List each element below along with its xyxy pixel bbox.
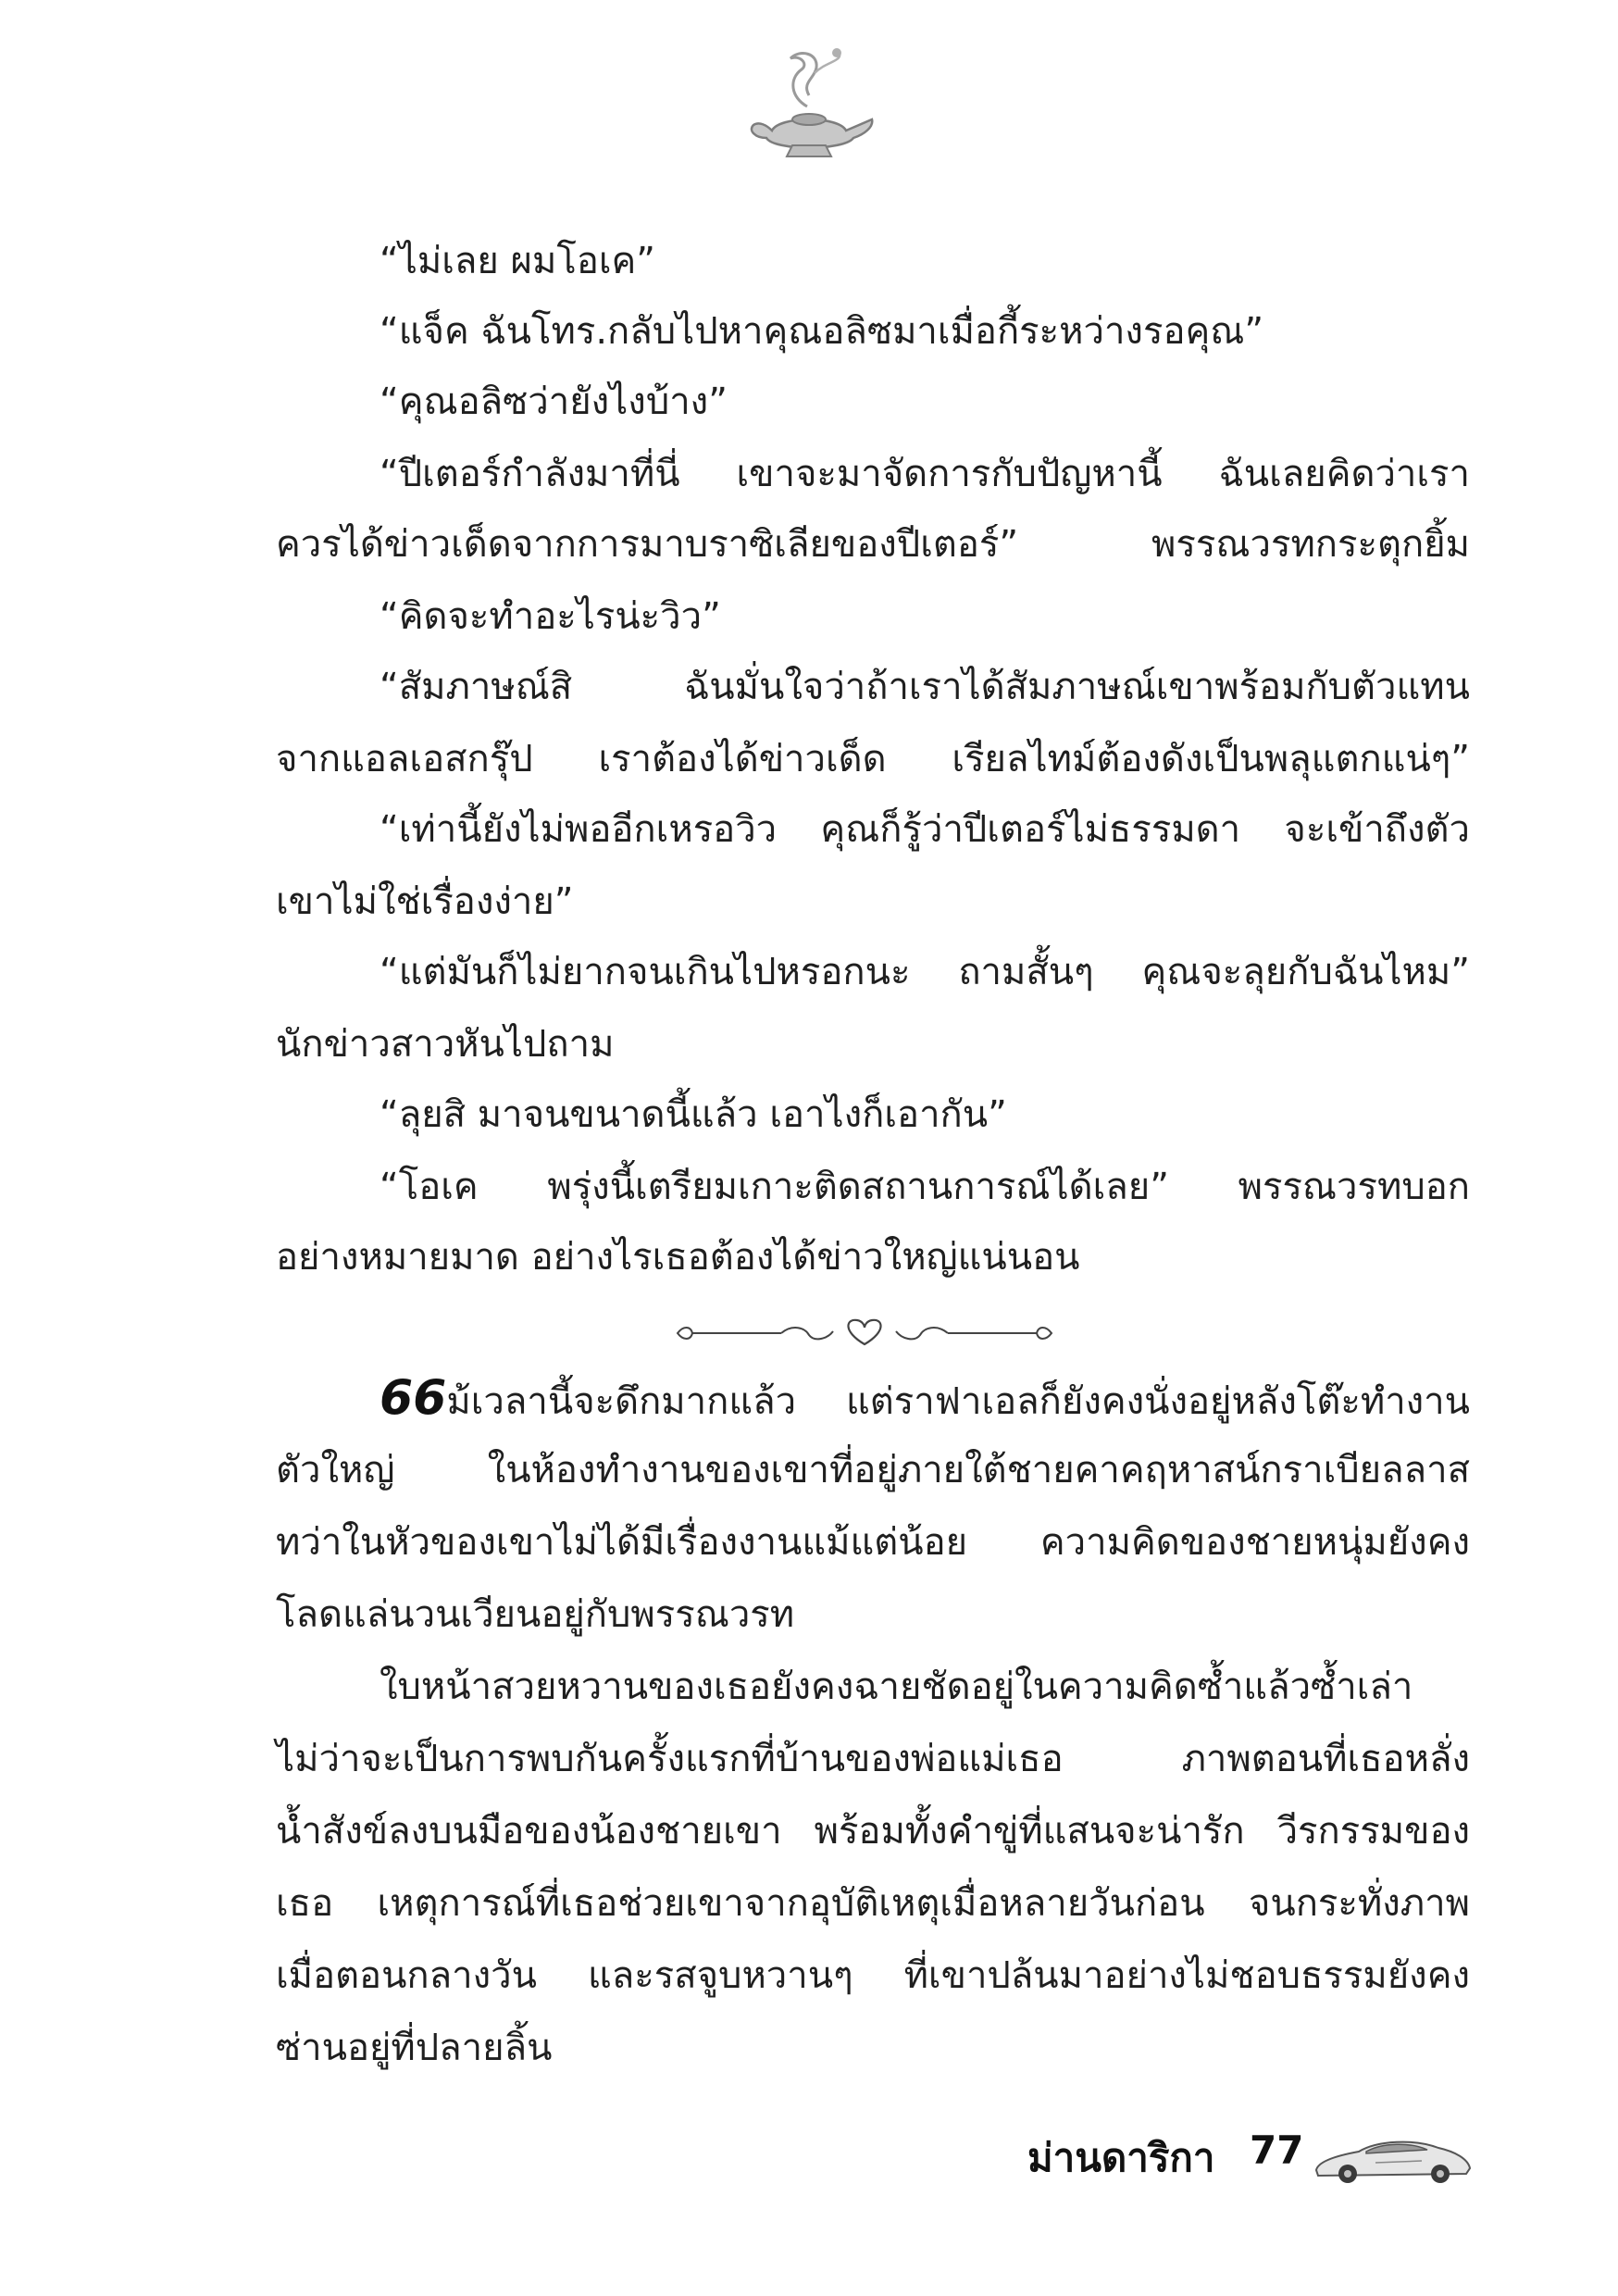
paragraph-line: โลดแล่นวนเวียนอยู่กับพรรณวรท — [276, 1593, 795, 1636]
paragraph-line: “เท่านี้ยังไม่พออีกเหรอวิว คุณก็รู้ว่าปีเตอร์ไม่ธรรมดา จะเข้าถึงตัว — [380, 808, 1470, 851]
paragraph-line: “โอเค พรุ่งนี้เตรียมเกาะติดสถานการณ์ได้เลย” พรรณวรทบอก — [380, 1166, 1470, 1208]
paragraph-line: นักข่าวสาวหันไปถาม — [276, 1023, 615, 1066]
sports-car-icon — [1311, 2129, 1474, 2187]
paragraph-line: น้ำสังข์ลงบนมือของน้องชายเขา พร้อมทั้งคำขู่ที่แสนจะน่ารัก วีรกรรมของ — [276, 1810, 1470, 1853]
paragraph-line: เขาไม่ใช่เรื่องง่าย” — [276, 880, 574, 923]
paragraph-line: “ลุยสิ มาจนขนาดนี้แล้ว เอาไงก็เอากัน” — [380, 1093, 1007, 1136]
paragraph-line: ตัวใหญ่ ในห้องทำงานของเขาที่อยู่ภายใต้ชายคาคฤหาสน์กราเบียลลาส — [276, 1449, 1470, 1491]
page-number: 77 — [1250, 2128, 1304, 2173]
paragraph-line: เธอ เหตุการณ์ที่เธอช่วยเขาจากอุบัติเหตุเมื่อหลายวันก่อน จนกระทั่งภาพ — [276, 1882, 1470, 1925]
paragraph-line: “แจ็ค ฉันโทร.กลับไปหาคุณอลิซมาเมื่อกี้ระหว่างรอคุณ” — [380, 310, 1264, 353]
paragraph-line: ใบหน้าสวยหวานของเธอยังคงฉายชัดอยู่ในความคิดซ้ำแล้วซ้ำเล่า — [380, 1666, 1413, 1708]
paragraph-line: ซ่านอยู่ที่ปลายลิ้น — [276, 2027, 553, 2069]
drop-cap: 66 — [380, 1370, 447, 1426]
paragraph-line: “ปีเตอร์กำลังมาที่นี่ เขาจะมาจัดการกับปัญหานี้ ฉันเลยคิดว่าเรา — [380, 453, 1470, 495]
paragraph-line: “คุณอลิซว่ายังไงบ้าง” — [380, 381, 728, 423]
book-title: ม่านดาริกา — [1027, 2135, 1215, 2180]
first-line-text: ม้เวลานี้จะดึกมากแล้ว แต่ราฟาเอลก็ยังคงนั่งอยู่หลังโต๊ะทำงาน — [446, 1380, 1470, 1423]
paragraph-first-line — [276, 1370, 1470, 1426]
paragraph-line: อย่างหมายมาด อย่างไรเธอต้องได้ข่าวใหญ่แน่นอน — [276, 1236, 1080, 1279]
paragraph-line: “ไม่เลย ผมโอเค” — [380, 240, 656, 282]
paragraph-line: เมื่อตอนกลางวัน และรสจูบหวานๆ ที่เขาปล้นมาอย่างไม่ชอบธรรมยังคง — [276, 1954, 1470, 1997]
paragraph-line: “สัมภาษณ์สิ ฉันมั่นใจว่าถ้าเราได้สัมภาษณ์เขาพร้อมกับตัวแทน — [380, 666, 1470, 708]
paragraph-line: ทว่าในหัวของเขาไม่ได้มีเรื่องงานแม้แต่น้อย ความคิดของชายหนุ่มยังคง — [276, 1521, 1470, 1564]
paragraph-line: จากแอลเอสกรุ๊ป เราต้องได้ข่าวเด็ด เรียลไทม์ต้องดังเป็นพลุแตกแน่ๆ” — [276, 738, 1470, 780]
paragraph-line: “แต่มันก็ไม่ยากจนเกินไปหรอกนะ ถามสั้นๆ คุณจะลุยกับฉันไหม” — [380, 951, 1470, 993]
heart-divider-icon — [670, 1315, 1059, 1352]
paragraph-line: ไม่ว่าจะเป็นการพบกันครั้งแรกที่บ้านของพ่อแม่เธอ ภาพตอนที่เธอหลั่ง — [276, 1738, 1470, 1780]
genie-lamp-ornament-icon — [735, 42, 883, 171]
paragraph-line: ควรได้ข่าวเด็ดจากการมาบราซิเลียของปีเตอร์” พรรณวรทกระตุกยิ้ม — [276, 523, 1470, 566]
paragraph-line: “คิดจะทำอะไรน่ะวิว” — [380, 595, 721, 638]
